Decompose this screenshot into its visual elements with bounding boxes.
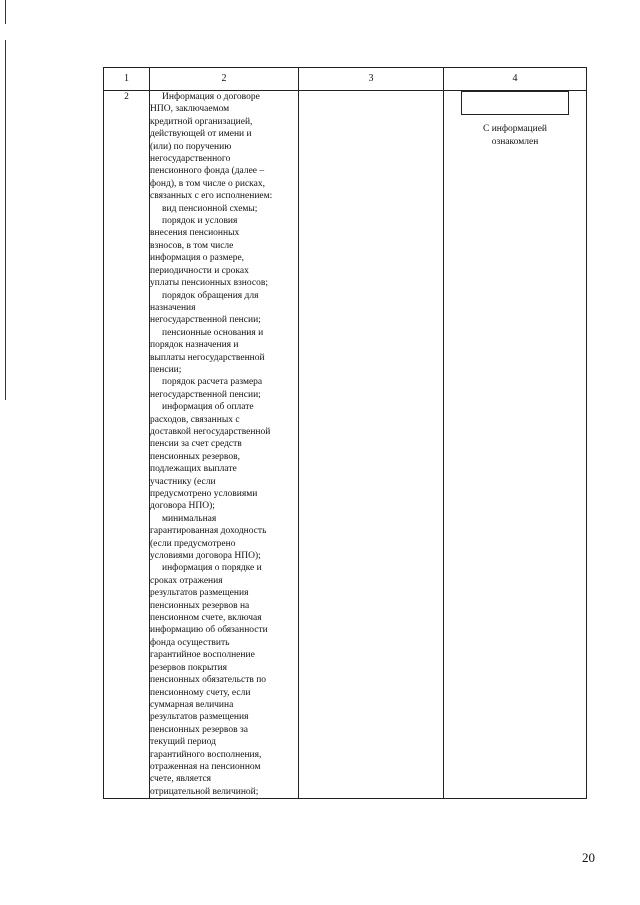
page-number: 20 xyxy=(582,850,595,865)
description-line: периодичности и сроках xyxy=(150,265,249,276)
description-line: пенсионные основания и xyxy=(162,327,264,338)
description-line: договора НПО); xyxy=(150,501,215,512)
description-line: (если предусмотрено xyxy=(150,538,236,549)
description-line: участнику (если xyxy=(150,476,216,487)
description-line: гарантийное восполнение xyxy=(150,650,255,661)
description-line: действующей от имени и xyxy=(150,129,252,140)
description-line: гарантийного восполнения, xyxy=(150,749,262,760)
acknowledgement-note-line-2: ознакомлен xyxy=(491,136,539,147)
table-header-row xyxy=(104,68,587,91)
description-line: гарантированная доходность xyxy=(150,526,267,537)
description-line: отраженная на пенсионном xyxy=(150,761,261,772)
description-line: результатов размещения xyxy=(150,588,249,599)
description-line: уплаты пенсионных взносов; xyxy=(150,278,268,289)
description-line: назначения xyxy=(150,302,196,313)
description-line: счете, является xyxy=(150,774,212,785)
description-line: порядок обращения для xyxy=(162,290,259,301)
description-line: подлежащих выплате xyxy=(150,464,237,475)
description-line: фонд), в том числе о рисках, xyxy=(150,178,265,189)
description-line: связанных с его исполнением: xyxy=(150,191,273,202)
header-col-2: 2 xyxy=(150,68,299,91)
row-col-3-empty xyxy=(299,91,444,799)
description-line: фонда осуществить xyxy=(150,637,230,648)
description-line: предусмотрено условиями xyxy=(150,489,258,499)
row-number: 2 xyxy=(104,91,150,799)
description-line: суммарная величина xyxy=(150,699,234,710)
acknowledgement-box[interactable] xyxy=(461,91,569,115)
description-line: выплаты негосударственной xyxy=(150,352,265,363)
description-line: (или) по поручению xyxy=(150,141,232,152)
description-line: пенсионного фонда (далее – xyxy=(150,166,265,177)
description-line: пенсионных резервов на xyxy=(150,600,250,611)
description-line: взносов, в том числе xyxy=(150,240,234,251)
description-line: информация о порядке и xyxy=(162,563,262,574)
description-line: вид пенсионной схемы; xyxy=(162,203,258,214)
margin-line xyxy=(5,40,6,400)
row-acknowledgement xyxy=(444,91,587,799)
description-line: резервов покрытия xyxy=(150,662,228,673)
description-line: пенсионном счете, включая xyxy=(150,613,262,624)
description-line: порядок и условия xyxy=(162,216,238,227)
description-line: негосударственной пенсии; xyxy=(150,315,261,326)
description-line: порядок назначения и xyxy=(150,340,239,351)
description-line: пенсионных обязательств по xyxy=(150,675,267,686)
description-line: расходов, связанных с xyxy=(150,414,240,425)
description-line: условиями договора НПО); xyxy=(150,551,261,562)
description-line: пенсии; xyxy=(150,364,182,375)
description-line: НПО, заключаемом xyxy=(150,104,230,115)
description-line: пенсионных резервов за xyxy=(150,724,248,735)
description-line: сроках отражения xyxy=(150,575,223,586)
description-lines xyxy=(150,91,298,798)
description-line: информация об оплате xyxy=(162,402,254,413)
description-line: порядок расчета размера xyxy=(162,377,263,388)
description-line: негосударственного xyxy=(150,154,231,165)
description-line: пенсионному счету, если xyxy=(150,687,251,698)
row-description xyxy=(150,91,299,799)
acknowledgement-note xyxy=(444,123,586,148)
acknowledgement-note-line-1: С информацией xyxy=(482,124,548,134)
description-line: отрицательной величиной; xyxy=(150,786,259,797)
disclosure-table xyxy=(103,67,587,799)
description-line: негосударственной пенсии; xyxy=(150,389,261,400)
description-line: минимальная xyxy=(162,513,217,524)
description-line: пенсии за счет средств xyxy=(150,439,242,450)
header-col-1: 1 xyxy=(104,68,150,91)
description-line: пенсионных резервов, xyxy=(150,451,240,462)
description-line: текущий период xyxy=(150,737,216,748)
description-line: Информация о договоре xyxy=(162,92,260,102)
description-line: доставкой негосударственной xyxy=(150,426,271,437)
table-row xyxy=(104,91,587,799)
header-col-4: 4 xyxy=(444,68,587,91)
header-col-3: 3 xyxy=(299,68,444,91)
description-line: внесения пенсионных xyxy=(150,228,240,239)
description-line: результатов размещения xyxy=(150,712,249,723)
description-line: информация о размере, xyxy=(150,253,245,264)
description-line: информацию об обязанности xyxy=(150,625,268,636)
margin-line-top xyxy=(5,0,6,24)
description-line: кредитной организацией, xyxy=(150,116,253,127)
